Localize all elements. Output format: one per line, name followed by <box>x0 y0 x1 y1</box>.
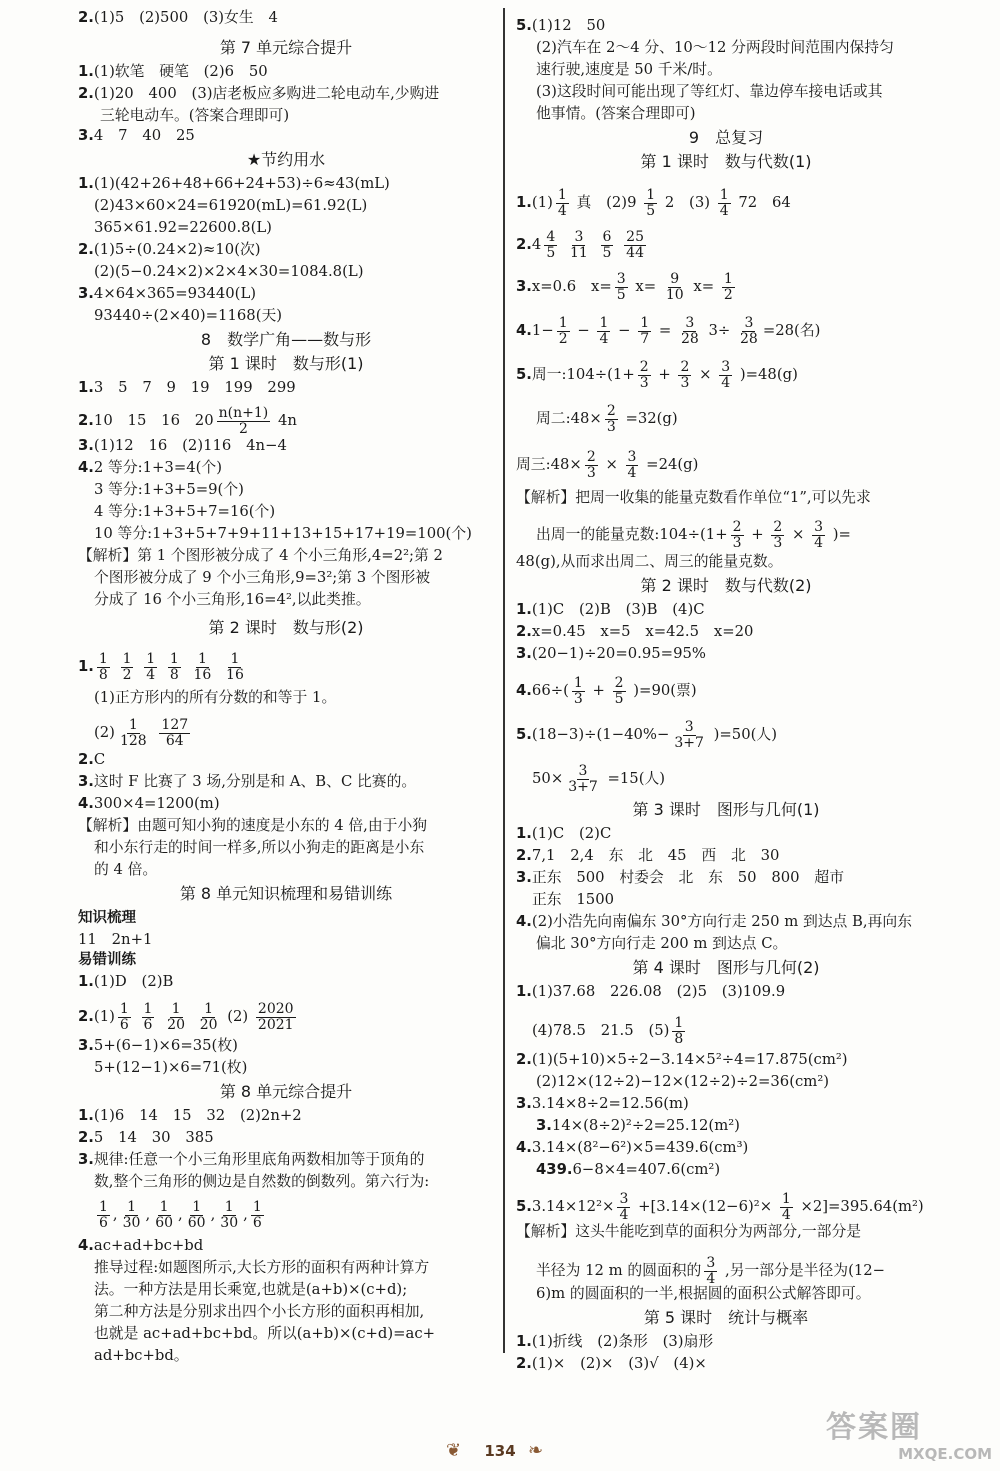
fraction <box>780 1192 793 1222</box>
fraction <box>217 406 271 436</box>
answer-line: 2.4 $\frac{4}{5}$ $\frac{3}{11}$ $\frac{6}{5}$ $\frac{25}{44}$ <box>516 229 644 261</box>
fraction <box>568 230 590 260</box>
answer-line: 法。一种方法是用长乘宽,也就是(a+b)×(c+d); <box>94 1281 408 1298</box>
answer-line: 三轮电动车。(答案合理即可) <box>100 107 290 124</box>
denominator: 4 <box>721 374 731 391</box>
numerator: 25 <box>626 229 644 245</box>
numerator: n(n+1) <box>218 405 269 421</box>
numerator: 2 <box>732 519 742 535</box>
fraction <box>224 652 246 682</box>
denominator: 3 <box>773 534 783 551</box>
denominator: 5 <box>614 690 624 707</box>
denominator: 20 <box>199 1016 218 1033</box>
denominator: 30 <box>122 1214 141 1231</box>
numerator: 3 <box>627 449 637 465</box>
numerator: 3 <box>578 763 588 779</box>
numerator: 3 <box>619 1191 629 1207</box>
numerator: 1 <box>169 651 179 667</box>
answer-line: 1.(1) $\frac{1}{4}$ 真 (2)9 $\frac{1}{5}$ 2 (3) $\frac{1}{4}$ 72 64 <box>516 187 791 219</box>
denominator: 8 <box>169 666 179 683</box>
section-heading: 第 2 课时 数与形(2) <box>208 618 364 637</box>
answer-line: (2)汽车在 2～4 分、10～12 分两段时间范围内保持匀 <box>536 39 894 56</box>
denominator: 8 <box>674 1030 684 1047</box>
answer-line: 第二种方法是分别求出四个小长方形的面积再相加, <box>94 1303 425 1320</box>
numerator: 1 <box>192 1199 202 1215</box>
denominator: 4 <box>719 202 729 219</box>
denominator: 4 <box>627 464 637 481</box>
section-heading: ★节约用水 <box>246 150 326 169</box>
section-heading: 第 1 课时 数与代数(1) <box>640 152 812 171</box>
answer-line: 3.(20−1)÷20=0.95=95% <box>516 645 706 662</box>
answer-line: (2)(5−0.24×2)×2×4×30=1084.8(L) <box>94 263 364 280</box>
denominator: 2 <box>122 666 132 683</box>
section-heading: 第 2 课时 数与代数(2) <box>640 576 812 595</box>
section-heading: 第 1 课时 数与形(1) <box>208 354 364 373</box>
fraction <box>613 676 626 706</box>
answer-line: 4.300×4=1200(m) <box>78 795 220 812</box>
numerator: 1 <box>781 1191 791 1207</box>
section-heading: 第 5 课时 统计与概率 <box>643 1308 809 1327</box>
denominator: 3 <box>680 374 690 391</box>
numerator: 1 <box>99 1199 108 1215</box>
answer-line: 5.3.14×12²× $\frac{3}{4}$ +[3.14×(12−6)²× $\frac{1}{4}$ ×2]=395.64(m²) <box>516 1191 924 1223</box>
answer-line: 3.4×64×365=93440(L) <box>78 285 257 302</box>
numerator: 3 <box>684 719 694 735</box>
answer-line: 1.(1)37.68 226.08 (2)5 (3)109.9 <box>516 983 786 1000</box>
answer-line: 和小东行走的时间一样多,所以小狗走的距离是小东 <box>94 839 425 856</box>
numerator: 1 <box>127 1199 137 1215</box>
denominator: 4 <box>146 666 156 683</box>
fraction <box>585 450 598 480</box>
denominator: 4 <box>557 202 567 219</box>
answer-line: 1.(1)C (2)B (3)B (4)C <box>516 601 705 618</box>
fraction <box>597 316 610 346</box>
answer-line: 他事情。(答案合理即可) <box>536 105 696 122</box>
answer-line: 2.(1)5÷(0.24×2)≈10(次) <box>78 241 261 258</box>
denominator: 3 <box>732 534 742 551</box>
denominator: 3+7 <box>568 778 598 795</box>
fraction <box>159 718 190 748</box>
fraction <box>722 272 735 302</box>
answer-line: 出周一的能量克数:104÷(1+ $\frac{2}{3}$ + $\frac{2}{3}$ × $\frac{3}{4}$ )= <box>536 519 851 551</box>
denominator: 5 <box>546 244 556 261</box>
page-ornament-left-icon: ❦ <box>446 1440 462 1461</box>
numerator: 1 <box>557 187 567 203</box>
answer-line: 【解析】把周一收集的能量克数看作单位“1”,可以先求 <box>516 489 871 506</box>
answer-line: 3.(1)12 16 (2)116 4n−4 <box>78 437 287 454</box>
fraction <box>678 360 691 390</box>
answer-line: 4.(2)小浩先向南偏东 30°方向行走 250 m 到达点 B,再向东 <box>516 913 913 930</box>
answer-line: 速行驶,速度是 50 千米/时。 <box>536 61 722 78</box>
answer-line: 6)m 的圆面积的一半,根据圆的面积公式解答即可。 <box>536 1285 871 1302</box>
section-heading: 第 7 单元综合提升 <box>219 38 353 57</box>
watermark <box>826 1412 992 1468</box>
numerator: 1 <box>558 315 568 331</box>
denominator: 2021 <box>257 1016 294 1033</box>
answer-line: 1.(1)C (2)C <box>516 825 612 842</box>
fraction <box>118 1002 131 1032</box>
fraction <box>121 1200 143 1230</box>
answer-line: 2.x=0.45 x=5 x=42.5 x=20 <box>516 623 754 640</box>
answer-line: 2.10 15 16 20 $\frac{n(n+1)}{2}$ 4n <box>78 405 297 437</box>
denominator: 8 <box>98 666 108 683</box>
fraction <box>626 450 639 480</box>
denominator: 6 <box>119 1016 129 1033</box>
fraction <box>556 188 569 218</box>
answer-line: 2.(1)(5+10)×5÷2−3.14×5²÷4=17.875(cm²) <box>516 1051 848 1068</box>
answer-line: 【解析】由题可知小狗的速度是小东的 4 倍,由于小狗 <box>78 817 428 834</box>
numerator: 1 <box>252 1199 262 1215</box>
fraction <box>198 1002 220 1032</box>
denominator: 6 <box>252 1214 262 1231</box>
answer-line: (1)正方形内的所有分数的和等于 1。 <box>94 689 337 706</box>
denominator: 3 <box>639 374 649 391</box>
answer-line: 439.6−8×4=407.6(cm²) <box>536 1161 721 1178</box>
numerator: 1 <box>119 1001 129 1017</box>
numerator: 2 <box>586 449 596 465</box>
numerator: 1 <box>159 1199 169 1215</box>
fraction <box>615 272 628 302</box>
denominator: 20 <box>167 1016 185 1033</box>
answer-line: 4.1− $\frac{1}{2}$ − $\frac{1}{4}$ − $\frac{1}{7}$ = $\frac{3}{28}$ 3÷ $\frac{3}{28}$ =28(名) <box>516 315 821 347</box>
answer-line: (2)43×60×24=61920(mL)=61.92(L) <box>94 197 368 214</box>
answer-line: (2) $\frac{1}{128}$ $\frac{127}{64}$ <box>94 717 189 749</box>
watermark-url: MXQE.COM <box>898 1445 992 1463</box>
answer-line: 3.4 7 40 25 <box>78 127 195 144</box>
denominator: 4 <box>706 1270 716 1287</box>
fraction <box>251 1200 264 1230</box>
fraction <box>638 360 651 390</box>
numerator: 1 <box>723 271 733 287</box>
denominator: 2 <box>238 420 248 437</box>
answer-line: 【解析】这头牛能吃到草的面积分为两部分,一部分是 <box>516 1223 862 1240</box>
numerator: 1 <box>143 1001 153 1017</box>
answer-line: 分成了 16 个小三角形,16=4²,以此类推。 <box>94 591 371 608</box>
answer-line: 5.周一:104÷(1+ $\frac{2}{3}$ + $\frac{2}{3}$ × $\frac{3}{4}$ )=48(g) <box>516 359 798 391</box>
denominator: 30 <box>220 1214 239 1231</box>
answer-line: 3.正东 500 村委会 北 东 50 800 超市 <box>516 869 844 886</box>
fraction <box>142 1002 155 1032</box>
answer-line: 4 等分:1+3+5+7=16(个) <box>94 503 276 520</box>
answer-line: 365×61.92=22600.8(L) <box>94 219 272 236</box>
answer-line: 3.5+(6−1)×6=35(枚) <box>78 1037 238 1054</box>
answer-line: 4.66÷( $\frac{1}{3}$ + $\frac{2}{5}$ )=90(票) <box>516 675 697 707</box>
numerator: 2 <box>680 359 690 375</box>
section-heading: 9 总复习 <box>688 128 764 147</box>
answer-line: 2.7,1 2,4 东 北 45 西 北 30 <box>516 847 780 864</box>
section-heading: 8 数学广角——数与形 <box>200 330 372 349</box>
answer-line: 个图形被分成了 9 个小三角形,9=3²;第 3 个图形被 <box>94 569 431 586</box>
fraction <box>679 316 701 346</box>
answer-line: 的 4 倍。 <box>94 861 158 878</box>
fraction <box>218 1200 240 1230</box>
section-heading: 第 3 课时 图形与几何(1) <box>632 800 820 819</box>
numerator: 2 <box>614 675 624 691</box>
numerator: 2 <box>639 359 649 375</box>
fraction <box>771 520 784 550</box>
numerator: 1 <box>204 1001 214 1017</box>
denominator: 2 <box>558 330 568 347</box>
answer-line: (3)这段时间可能出现了等红灯、靠边停车接电话或其 <box>536 83 883 100</box>
numerator: 3 <box>721 359 731 375</box>
fraction <box>719 360 732 390</box>
denominator: 4 <box>619 1206 629 1223</box>
fraction <box>191 652 213 682</box>
denominator: 16 <box>193 666 212 683</box>
numerator: 6 <box>602 229 612 245</box>
answer-line: 1.(1)D (2)B <box>78 973 174 990</box>
numerator: 1 <box>719 187 729 203</box>
answer-line: 3.14×(8÷2)²÷2=25.12(m²) <box>536 1117 740 1134</box>
numerator: 1 <box>646 187 656 203</box>
numerator: 3 <box>706 1255 716 1271</box>
answer-line: 周三:48× $\frac{2}{3}$ × $\frac{3}{4}$ =24(g) <box>516 449 699 481</box>
answer-line: 5+(12−1)×6=71(枚) <box>94 1059 248 1076</box>
answer-line: 数,整个三角形的侧边是自然数的倒数列。第六行为: <box>94 1173 430 1190</box>
answer-line: 5.(18−3)÷(1−40%− $\frac{3}{3+7}$ )=50(人) <box>516 719 777 751</box>
numerator: 1 <box>146 651 156 667</box>
fraction <box>644 188 657 218</box>
fraction <box>118 718 149 748</box>
answer-line: 1.(1)折线 (2)条形 (3)扇形 <box>516 1333 714 1350</box>
numerator: 1 <box>197 651 207 667</box>
denominator: 6 <box>99 1214 108 1231</box>
fraction <box>738 316 760 346</box>
numerator: 127 <box>161 717 189 733</box>
numerator: 3 <box>744 315 754 331</box>
fraction <box>572 676 585 706</box>
denominator: 4 <box>599 330 609 347</box>
fraction <box>601 230 614 260</box>
column-divider <box>503 8 505 1353</box>
answer-line: (4)78.5 21.5 (5) $\frac{1}{8}$ <box>532 1015 684 1047</box>
fraction <box>256 1002 296 1032</box>
denominator: 7 <box>640 330 650 347</box>
watermark-logo-text: 答案圈 <box>826 1410 922 1445</box>
fraction <box>557 316 570 346</box>
numerator: 1 <box>98 651 108 667</box>
answer-line: 【解析】第 1 个图形被分成了 4 个小三角形,4=2²;第 2 <box>78 547 443 564</box>
answer-line: 周二:48× $\frac{2}{3}$ =32(g) <box>536 403 678 435</box>
answer-line: (2)12×(12÷2)−12×(12÷2)÷2=36(cm²) <box>536 1073 830 1090</box>
denominator: 5 <box>602 244 612 261</box>
answer-line: 推导过程:如题图所示,大长方形的面积有两种计算方 <box>94 1259 430 1276</box>
fraction <box>97 1200 110 1230</box>
fraction <box>566 764 600 794</box>
answer-line: 2.5 14 30 385 <box>78 1129 214 1146</box>
section-heading: 第 4 课时 图形与几何(2) <box>632 958 820 977</box>
answer-line: 易错训练 <box>78 952 136 968</box>
numerator: 3 <box>814 519 823 535</box>
denominator: 128 <box>119 732 147 749</box>
numerator: 3 <box>616 271 626 287</box>
denominator: 2 <box>723 286 733 303</box>
answer-line: ad+bc+bd。 <box>94 1347 189 1364</box>
fraction <box>121 652 134 682</box>
denominator: 3 <box>606 418 616 435</box>
denominator: 10 <box>665 286 684 303</box>
section-heading: 第 8 单元知识梳理和易错训练 <box>179 884 393 903</box>
fraction <box>165 1002 187 1032</box>
denominator: 4 <box>814 534 823 551</box>
answer-line: 半径为 12 m 的圆面积的 $\frac{3}{4}$ ,另一部分是半径为(12− <box>536 1255 886 1287</box>
numerator: 1 <box>640 315 650 331</box>
answer-line: 也就是 ac+ad+bc+bd。所以(a+b)×(c+d)=ac+ <box>94 1325 436 1342</box>
denominator: 3 <box>586 464 596 481</box>
fraction <box>638 316 651 346</box>
answer-line: 知识梳理 <box>78 910 136 926</box>
denominator: 5 <box>616 286 626 303</box>
denominator: 64 <box>165 732 184 749</box>
answer-line: 50× $\frac{3}{3+7}$ =15(人) <box>532 763 666 795</box>
answer-line: 2.(1) $\frac{1}{6}$ $\frac{1}{6}$ $\frac{1}{20}$ $\frac{1}{20}$ (2) $\frac{2020}{2021}$ <box>78 1001 294 1033</box>
answer-line: 48(g),从而求出周二、周三的能量克数。 <box>516 553 783 570</box>
numerator: 3 <box>574 229 584 245</box>
fraction <box>672 720 706 750</box>
answer-line: 2.C <box>78 751 106 768</box>
answer-line: 1.(1)软笔 硬笔 (2)6 50 <box>78 63 268 80</box>
denominator: 60 <box>155 1214 174 1231</box>
denominator: 11 <box>569 244 588 261</box>
denominator: 6 <box>143 1016 153 1033</box>
answer-line: 2.(1)20 400 (3)店老板应多购进二轮电动车,少购进 <box>78 85 440 102</box>
numerator: 1 <box>171 1001 181 1017</box>
answer-line: 3.3.14×8÷2=12.56(m) <box>516 1095 689 1112</box>
answer-line: 3 等分:1+3+5=9(个) <box>94 481 244 498</box>
fraction <box>731 520 744 550</box>
answer-line: 4.2 等分:1+3=4(个) <box>78 459 223 476</box>
numerator: 2 <box>773 519 783 535</box>
denominator: 44 <box>626 244 644 261</box>
answer-line: 正东 1500 <box>532 891 615 908</box>
numerator: 1 <box>230 651 240 667</box>
answer-line: 1.3 5 7 9 19 199 299 <box>78 379 296 396</box>
answer-line: 3.这时 F 比赛了 3 场,分别是和 A、B、C 比赛的。 <box>78 773 417 790</box>
answer-line: 1.(1)(42+26+48+66+24+53)÷6≈43(mL) <box>78 175 390 192</box>
answer-line: 2.(1)× (2)× (3)√ (4)× <box>516 1355 707 1372</box>
numerator: 9 <box>670 271 680 287</box>
fraction <box>812 520 825 550</box>
fraction <box>153 1200 175 1230</box>
fraction <box>672 1016 685 1046</box>
denominator: 28 <box>680 330 699 347</box>
answer-line: 1. $\frac{1}{8}$ $\frac{1}{2}$ $\frac{1}{4}$ $\frac{1}{8}$ $\frac{1}{16}$ $\frac{1}{16}$ <box>78 651 244 683</box>
fraction <box>544 230 557 260</box>
answer-line: 11 2n+1 <box>78 931 153 948</box>
denominator: 28 <box>740 330 758 347</box>
denominator: 4 <box>781 1206 791 1223</box>
answer-line: 3.规律:任意一个小三角形里底角两数相加等于顶角的 <box>78 1151 425 1168</box>
numerator: 1 <box>674 1015 684 1031</box>
numerator: 1 <box>599 315 609 331</box>
denominator: 3 <box>573 690 583 707</box>
numerator: 3 <box>685 315 695 331</box>
answer-line: 1.(1)6 14 15 32 (2)2n+2 <box>78 1107 302 1124</box>
answer-line: 4.3.14×(8²−6²)×5=439.6(cm³) <box>516 1139 749 1156</box>
page-ornament-right-icon: ❧ <box>528 1440 544 1461</box>
fraction <box>664 272 686 302</box>
denominator: 3+7 <box>674 734 704 751</box>
answer-line: 5.(1)12 50 <box>516 17 606 34</box>
numerator: 1 <box>122 651 132 667</box>
fraction <box>144 652 157 682</box>
denominator: 16 <box>226 666 244 683</box>
denominator: 60 <box>187 1214 206 1231</box>
denominator: 5 <box>646 202 656 219</box>
answer-line: 2.(1)5 (2)500 (3)女生 4 <box>78 9 278 26</box>
section-heading: 第 8 单元综合提升 <box>219 1082 353 1101</box>
numerator: 1 <box>573 675 583 691</box>
answer-line: 3.x=0.6 x= $\frac{3}{5}$ x= $\frac{9}{10}$ x= $\frac{1}{2}$ <box>516 271 733 303</box>
fraction <box>718 188 731 218</box>
fraction <box>617 1192 630 1222</box>
answer-line: 偏北 30°方向行走 200 m 到达点 C。 <box>536 935 788 952</box>
fraction <box>605 404 618 434</box>
fraction <box>704 1256 717 1286</box>
numerator: 2020 <box>257 1001 294 1017</box>
fraction <box>624 230 646 260</box>
answer-line: 10 等分:1+3+5+7+9+11+13+15+17+19=100(个) <box>94 525 472 542</box>
numerator: 1 <box>224 1199 234 1215</box>
answer-line: 93440÷(2×40)=1168(天) <box>94 307 283 324</box>
fraction <box>186 1200 208 1230</box>
fraction <box>97 652 110 682</box>
numerator: 4 <box>546 229 556 245</box>
fraction <box>168 652 181 682</box>
answer-line: $\frac{1}{6}$ , $\frac{1}{30}$ , $\frac{1}{60}$ , $\frac{1}{60}$ , $\frac{1}{30}$ , $\frac{1}{6}$ <box>99 1199 262 1231</box>
answer-line: 4.ac+ad+bc+bd <box>78 1237 204 1254</box>
numerator: 1 <box>128 717 138 733</box>
numerator: 2 <box>606 403 616 419</box>
page-number: 134 <box>484 1442 516 1460</box>
